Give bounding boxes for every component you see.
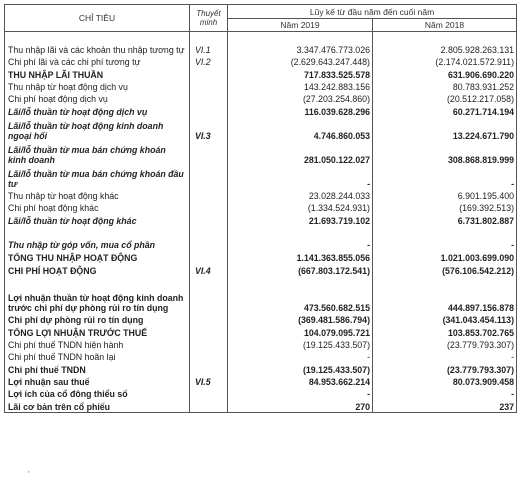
row-note: VI.4: [190, 264, 228, 277]
table-row: [5, 118, 517, 142]
row-value-2019: -: [228, 166, 373, 190]
table-row: [5, 81, 517, 93]
table-row: [5, 142, 517, 166]
table-row: [5, 363, 517, 376]
row-value-2018: 2.805.928.263.131: [373, 32, 517, 56]
row-value-2018: (23.779.793.307): [373, 363, 517, 376]
row-label: Chi phí thuế TNDN hiện hành: [5, 339, 190, 351]
row-label: Lãi/lỗ thuần từ hoạt động khác: [5, 214, 190, 227]
row-value-2019: 4.746.860.053: [228, 118, 373, 142]
row-value-2018: 80.073.909.458: [373, 376, 517, 388]
row-note: [190, 142, 228, 166]
row-value-2018: 6.731.802.887: [373, 214, 517, 227]
row-label: Lợi ích của cổ đông thiểu số: [5, 388, 190, 400]
row-value-2018: (341.043.454.113): [373, 314, 517, 326]
row-note: [190, 190, 228, 202]
row-value-2019: 3.347.476.773.026: [228, 32, 373, 56]
row-value-2018: -: [373, 351, 517, 363]
row-value-2019: (2.629.643.247.448): [228, 56, 373, 68]
row-value-2019: (667.803.172.541): [228, 264, 373, 277]
row-value-2019: 23.028.244.033: [228, 190, 373, 202]
row-note: [190, 400, 228, 413]
row-label: Thu nhập từ hoạt động dịch vụ: [5, 81, 190, 93]
row-note: [190, 202, 228, 214]
table-row: [5, 202, 517, 214]
row-value-2019: 84.953.662.214: [228, 376, 373, 388]
row-value-2018: 631.906.690.220: [373, 68, 517, 81]
row-value-2019: (27.203.254.860): [228, 93, 373, 105]
table-row: [5, 93, 517, 105]
row-label: Chi phí thuế TNDN: [5, 363, 190, 376]
table-row: [5, 68, 517, 81]
table-body: [5, 32, 517, 413]
row-value-2019: 281.050.122.027: [228, 142, 373, 166]
table-row: [5, 388, 517, 400]
row-note: VI.5: [190, 376, 228, 388]
row-value-2018: 308.868.819.999: [373, 142, 517, 166]
row-note: [190, 93, 228, 105]
row-value-2019: 473.560.682.515: [228, 277, 373, 314]
row-value-2018: -: [373, 227, 517, 251]
row-label: Lãi/lỗ thuần từ hoạt động kinh doanh ngoại hối: [5, 118, 190, 142]
row-note: [190, 363, 228, 376]
row-note: [190, 388, 228, 400]
row-value-2019: 717.833.525.578: [228, 68, 373, 81]
row-value-2018: 6.901.195.400: [373, 190, 517, 202]
header-note: Thuyết minh: [190, 5, 228, 32]
row-note: VI.2: [190, 56, 228, 68]
row-label: Chi phí dự phòng rủi ro tín dụng: [5, 314, 190, 326]
row-value-2019: 116.039.628.296: [228, 105, 373, 118]
table-row: [5, 264, 517, 277]
table-row: [5, 400, 517, 413]
header-2018: Năm 2018: [373, 19, 517, 32]
row-note: [190, 251, 228, 264]
row-label: Lợi nhuận sau thuế: [5, 376, 190, 388]
header-2019: Năm 2019: [228, 19, 373, 32]
row-value-2019: 21.693.719.102: [228, 214, 373, 227]
income-statement: [4, 4, 516, 462]
row-label: TỔNG THU NHẬP HOẠT ĐỘNG: [5, 251, 190, 264]
footer-mark: ': [28, 470, 30, 479]
row-note: [190, 314, 228, 326]
table-row: [5, 376, 517, 388]
row-value-2018: (169.392.513): [373, 202, 517, 214]
income-statement-table: [4, 4, 517, 413]
table-row: [5, 105, 517, 118]
row-value-2019: -: [228, 351, 373, 363]
table-row: [5, 277, 517, 314]
row-value-2019: 143.242.883.156: [228, 81, 373, 93]
row-value-2018: 80.783.931.252: [373, 81, 517, 93]
row-value-2019: (19.125.433.507): [228, 339, 373, 351]
row-note: VI.3: [190, 118, 228, 142]
row-note: [190, 214, 228, 227]
table-row: [5, 56, 517, 68]
row-label: THU NHẬP LÃI THUẦN: [5, 68, 190, 81]
row-label: Chi phí hoạt động dịch vụ: [5, 93, 190, 105]
row-label: Lãi cơ bản trên cổ phiếu: [5, 400, 190, 413]
row-note: [190, 326, 228, 339]
header-period: Lũy kế từ đầu năm đến cuối năm: [228, 5, 517, 19]
row-label: TỔNG LỢI NHUẬN TRƯỚC THUẾ: [5, 326, 190, 339]
row-value-2019: (369.481.586.794): [228, 314, 373, 326]
row-value-2018: 237: [373, 400, 517, 413]
row-value-2018: (576.106.542.212): [373, 264, 517, 277]
row-value-2019: -: [228, 227, 373, 251]
row-label: Lãi/lỗ thuần từ hoạt động dịch vụ: [5, 105, 190, 118]
row-value-2019: 104.079.095.721: [228, 326, 373, 339]
row-value-2018: 60.271.714.194: [373, 105, 517, 118]
row-value-2019: (19.125.433.507): [228, 363, 373, 376]
row-note: [190, 277, 228, 314]
row-label: Lãi/lỗ thuần từ mua bán chứng khoán kinh doanh: [5, 142, 190, 166]
row-note: [190, 68, 228, 81]
row-note: [190, 351, 228, 363]
row-value-2019: -: [228, 388, 373, 400]
row-note: [190, 105, 228, 118]
table-row: [5, 314, 517, 326]
table-row: [5, 251, 517, 264]
row-note: [190, 81, 228, 93]
row-note: VI.1: [190, 32, 228, 56]
row-value-2018: 1.021.003.699.090: [373, 251, 517, 264]
table-row: [5, 326, 517, 339]
table-row: [5, 227, 517, 251]
row-note: [190, 339, 228, 351]
row-value-2018: (2.174.021.572.911): [373, 56, 517, 68]
table-row: [5, 166, 517, 190]
row-value-2019: 1.141.363.855.056: [228, 251, 373, 264]
table-row: [5, 32, 517, 56]
row-value-2019: 270: [228, 400, 373, 413]
row-value-2018: 103.853.702.765: [373, 326, 517, 339]
row-label: Chi phí lãi và các chi phí tương tự: [5, 56, 190, 68]
table-row: [5, 190, 517, 202]
row-label: Chi phí thuế TNDN hoãn lại: [5, 351, 190, 363]
row-value-2018: -: [373, 166, 517, 190]
table-row: [5, 351, 517, 363]
row-label: Lãi/lỗ thuần từ mua bán chứng khoán đầu tư: [5, 166, 190, 190]
row-note: [190, 166, 228, 190]
row-value-2018: -: [373, 388, 517, 400]
row-label: Thu nhập từ góp vốn, mua cổ phần: [5, 227, 190, 251]
row-value-2018: (20.512.217.058): [373, 93, 517, 105]
table-row: [5, 214, 517, 227]
table-row: [5, 339, 517, 351]
row-label: CHI PHÍ HOẠT ĐỘNG: [5, 264, 190, 277]
row-label: Thu nhập từ hoạt động khác: [5, 190, 190, 202]
row-label: Thu nhập lãi và các khoản thu nhập tương tự: [5, 32, 190, 56]
row-label: Chi phí hoạt động khác: [5, 202, 190, 214]
row-value-2018: (23.779.793.307): [373, 339, 517, 351]
header-item: CHỈ TIÊU: [5, 5, 190, 32]
row-value-2019: (1.334.524.931): [228, 202, 373, 214]
row-value-2018: 444.897.156.878: [373, 277, 517, 314]
row-note: [190, 227, 228, 251]
row-value-2018: 13.224.671.790: [373, 118, 517, 142]
row-label: Lợi nhuận thuần từ hoạt động kinh doanh trước chi phí dự phòng rủi ro tín dụng: [5, 277, 190, 314]
table-header: [5, 5, 517, 32]
